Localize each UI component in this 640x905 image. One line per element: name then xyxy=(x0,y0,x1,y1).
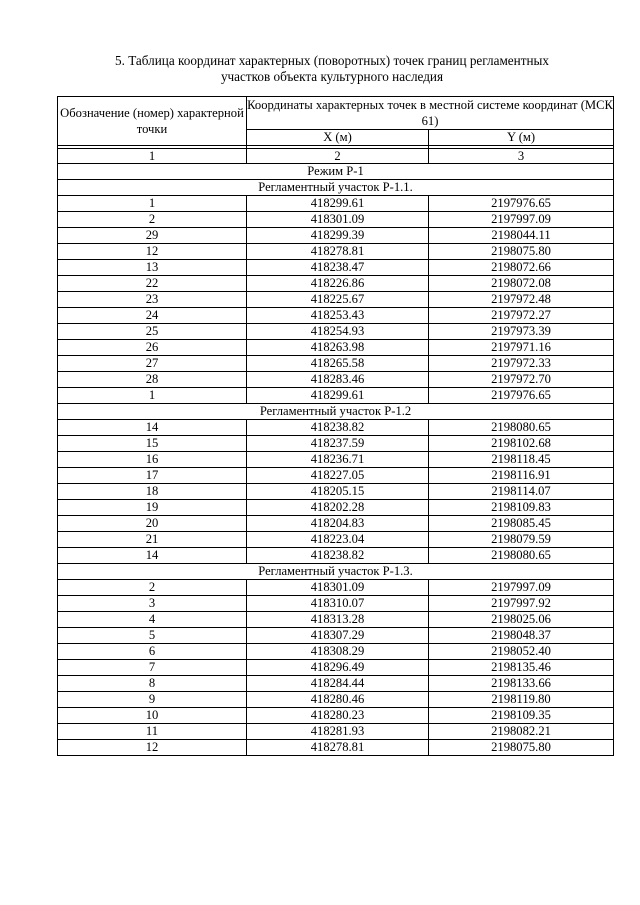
table-row xyxy=(58,276,614,292)
y-coordinate-cell: 2198085.45 xyxy=(429,516,614,532)
table-row xyxy=(58,212,614,228)
section-title: Регламентный участок Р-1.3. xyxy=(58,564,614,580)
x-coordinate-cell: 418253.43 xyxy=(247,308,429,324)
x-coordinate-cell: 418226.86 xyxy=(247,276,429,292)
table-row xyxy=(58,532,614,548)
x-coordinate-cell: 418299.61 xyxy=(247,196,429,212)
y-coordinate-cell: 2198118.45 xyxy=(429,452,614,468)
point-number-cell: 12 xyxy=(58,244,247,260)
point-number-cell: 8 xyxy=(58,676,247,692)
point-number-cell: 20 xyxy=(58,516,247,532)
y-coordinate-cell: 2198082.21 xyxy=(429,724,614,740)
table-row xyxy=(58,388,614,404)
table-row xyxy=(58,372,614,388)
y-coordinate-cell: 2198025.06 xyxy=(429,612,614,628)
y-coordinate-cell: 2198119.80 xyxy=(429,692,614,708)
table-row xyxy=(58,292,614,308)
table-row xyxy=(58,196,614,212)
x-coordinate-cell: 418263.98 xyxy=(247,340,429,356)
point-number-cell: 29 xyxy=(58,228,247,244)
point-number-cell: 3 xyxy=(58,596,247,612)
x-coordinate-cell: 418265.58 xyxy=(247,356,429,372)
x-coordinate-cell: 418310.07 xyxy=(247,596,429,612)
table-row xyxy=(58,660,614,676)
point-number-cell: 5 xyxy=(58,628,247,644)
point-number-cell: 25 xyxy=(58,324,247,340)
y-coordinate-cell: 2198109.83 xyxy=(429,500,614,516)
x-coordinate-cell: 418227.05 xyxy=(247,468,429,484)
y-coordinate-cell: 2198135.46 xyxy=(429,660,614,676)
point-number-cell: 13 xyxy=(58,260,247,276)
x-coordinate-cell: 418280.23 xyxy=(247,708,429,724)
x-coordinate-cell: 418254.93 xyxy=(247,324,429,340)
point-number-cell: 18 xyxy=(58,484,247,500)
point-number-cell: 7 xyxy=(58,660,247,676)
x-coordinate-cell: 418284.44 xyxy=(247,676,429,692)
x-coordinate-cell: 418299.39 xyxy=(247,228,429,244)
y-coordinate-cell: 2198102.68 xyxy=(429,436,614,452)
table-row xyxy=(58,580,614,596)
y-coordinate-cell: 2197997.92 xyxy=(429,596,614,612)
x-coordinate-cell: 418283.46 xyxy=(247,372,429,388)
point-number-cell: 22 xyxy=(58,276,247,292)
y-coordinate-cell: 2198044.11 xyxy=(429,228,614,244)
table-row xyxy=(58,260,614,276)
x-coordinate-cell: 418236.71 xyxy=(247,452,429,468)
y-coordinate-cell: 2197972.27 xyxy=(429,308,614,324)
point-number-cell: 17 xyxy=(58,468,247,484)
point-number-cell: 21 xyxy=(58,532,247,548)
header-x: X (м) xyxy=(247,130,429,146)
regime-title-row xyxy=(58,164,614,180)
x-coordinate-cell: 418238.47 xyxy=(247,260,429,276)
table-row xyxy=(58,228,614,244)
section-title: Регламентный участок Р-1.2 xyxy=(58,404,614,420)
point-number-cell: 23 xyxy=(58,292,247,308)
x-coordinate-cell: 418307.29 xyxy=(247,628,429,644)
y-coordinate-cell: 2197971.16 xyxy=(429,340,614,356)
coordinates-table xyxy=(57,96,614,756)
table-row xyxy=(58,740,614,756)
table-row xyxy=(58,452,614,468)
table-row xyxy=(58,612,614,628)
x-coordinate-cell: 418299.61 xyxy=(247,388,429,404)
x-coordinate-cell: 418301.09 xyxy=(247,580,429,596)
y-coordinate-cell: 2198116.91 xyxy=(429,468,614,484)
y-coordinate-cell: 2197972.70 xyxy=(429,372,614,388)
point-number-cell: 15 xyxy=(58,436,247,452)
header-y: Y (м) xyxy=(429,130,614,146)
point-number-cell: 19 xyxy=(58,500,247,516)
section-title: Регламентный участок Р-1.1. xyxy=(58,180,614,196)
y-coordinate-cell: 2197972.48 xyxy=(429,292,614,308)
table-row xyxy=(58,548,614,564)
x-coordinate-cell: 418225.67 xyxy=(247,292,429,308)
y-coordinate-cell: 2198080.65 xyxy=(429,548,614,564)
header-row xyxy=(58,97,614,130)
point-number-cell: 26 xyxy=(58,340,247,356)
x-coordinate-cell: 418280.46 xyxy=(247,692,429,708)
section-title-row xyxy=(58,180,614,196)
table-row xyxy=(58,420,614,436)
y-coordinate-cell: 2197997.09 xyxy=(429,580,614,596)
x-coordinate-cell: 418223.04 xyxy=(247,532,429,548)
table-row xyxy=(58,324,614,340)
point-number-cell: 2 xyxy=(58,580,247,596)
y-coordinate-cell: 2198048.37 xyxy=(429,628,614,644)
regime-title: Режим Р-1 xyxy=(58,164,614,180)
point-number-cell: 9 xyxy=(58,692,247,708)
point-number-cell: 27 xyxy=(58,356,247,372)
coordinates-table-body xyxy=(58,97,614,756)
header-point-designation: Обозначение (номер) характерной точки xyxy=(58,97,247,146)
table-row xyxy=(58,708,614,724)
column-number: 2 xyxy=(247,149,429,164)
table-row xyxy=(58,724,614,740)
table-row xyxy=(58,596,614,612)
table-row xyxy=(58,356,614,372)
table-row xyxy=(58,692,614,708)
y-coordinate-cell: 2198075.80 xyxy=(429,244,614,260)
table-row xyxy=(58,244,614,260)
point-number-cell: 1 xyxy=(58,388,247,404)
y-coordinate-cell: 2198075.80 xyxy=(429,740,614,756)
y-coordinate-cell: 2198080.65 xyxy=(429,420,614,436)
table-row xyxy=(58,340,614,356)
table-row xyxy=(58,308,614,324)
title-line-1: 5. Таблица координат характерных (поворотных) точек границ регламентных xyxy=(115,53,549,68)
point-number-cell: 14 xyxy=(58,548,247,564)
column-number: 1 xyxy=(58,149,247,164)
column-numbers-row xyxy=(58,149,614,164)
y-coordinate-cell: 2198052.40 xyxy=(429,644,614,660)
y-coordinate-cell: 2198072.08 xyxy=(429,276,614,292)
point-number-cell: 11 xyxy=(58,724,247,740)
point-number-cell: 2 xyxy=(58,212,247,228)
document-title xyxy=(40,53,624,85)
section-title-row xyxy=(58,404,614,420)
x-coordinate-cell: 418238.82 xyxy=(247,420,429,436)
table-row xyxy=(58,644,614,660)
x-coordinate-cell: 418301.09 xyxy=(247,212,429,228)
point-number-cell: 24 xyxy=(58,308,247,324)
x-coordinate-cell: 418205.15 xyxy=(247,484,429,500)
table-row xyxy=(58,484,614,500)
point-number-cell: 10 xyxy=(58,708,247,724)
x-coordinate-cell: 418237.59 xyxy=(247,436,429,452)
y-coordinate-cell: 2197973.39 xyxy=(429,324,614,340)
point-number-cell: 16 xyxy=(58,452,247,468)
table-row xyxy=(58,516,614,532)
section-title-row xyxy=(58,564,614,580)
header-coordinates-group: Координаты характерных точек в местной системе координат (МСК 61) xyxy=(247,98,613,128)
table-row xyxy=(58,628,614,644)
y-coordinate-cell: 2198109.35 xyxy=(429,708,614,724)
x-coordinate-cell: 418278.81 xyxy=(247,740,429,756)
y-coordinate-cell: 2197997.09 xyxy=(429,212,614,228)
y-coordinate-cell: 2197976.65 xyxy=(429,388,614,404)
x-coordinate-cell: 418308.29 xyxy=(247,644,429,660)
point-number-cell: 12 xyxy=(58,740,247,756)
x-coordinate-cell: 418278.81 xyxy=(247,244,429,260)
table-row xyxy=(58,468,614,484)
table-row xyxy=(58,500,614,516)
y-coordinate-cell: 2198072.66 xyxy=(429,260,614,276)
point-number-cell: 4 xyxy=(58,612,247,628)
point-number-cell: 14 xyxy=(58,420,247,436)
point-number-cell: 6 xyxy=(58,644,247,660)
x-coordinate-cell: 418296.49 xyxy=(247,660,429,676)
column-number: 3 xyxy=(429,149,614,164)
y-coordinate-cell: 2198133.66 xyxy=(429,676,614,692)
table-row xyxy=(58,676,614,692)
y-coordinate-cell: 2198114.07 xyxy=(429,484,614,500)
x-coordinate-cell: 418202.28 xyxy=(247,500,429,516)
title-line-2: участков объекта культурного наследия xyxy=(220,69,444,84)
table-row xyxy=(58,436,614,452)
x-coordinate-cell: 418204.83 xyxy=(247,516,429,532)
point-number-cell: 28 xyxy=(58,372,247,388)
point-number-cell: 1 xyxy=(58,196,247,212)
x-coordinate-cell: 418281.93 xyxy=(247,724,429,740)
y-coordinate-cell: 2198079.59 xyxy=(429,532,614,548)
x-coordinate-cell: 418313.28 xyxy=(247,612,429,628)
y-coordinate-cell: 2197976.65 xyxy=(429,196,614,212)
x-coordinate-cell: 418238.82 xyxy=(247,548,429,564)
y-coordinate-cell: 2197972.33 xyxy=(429,356,614,372)
